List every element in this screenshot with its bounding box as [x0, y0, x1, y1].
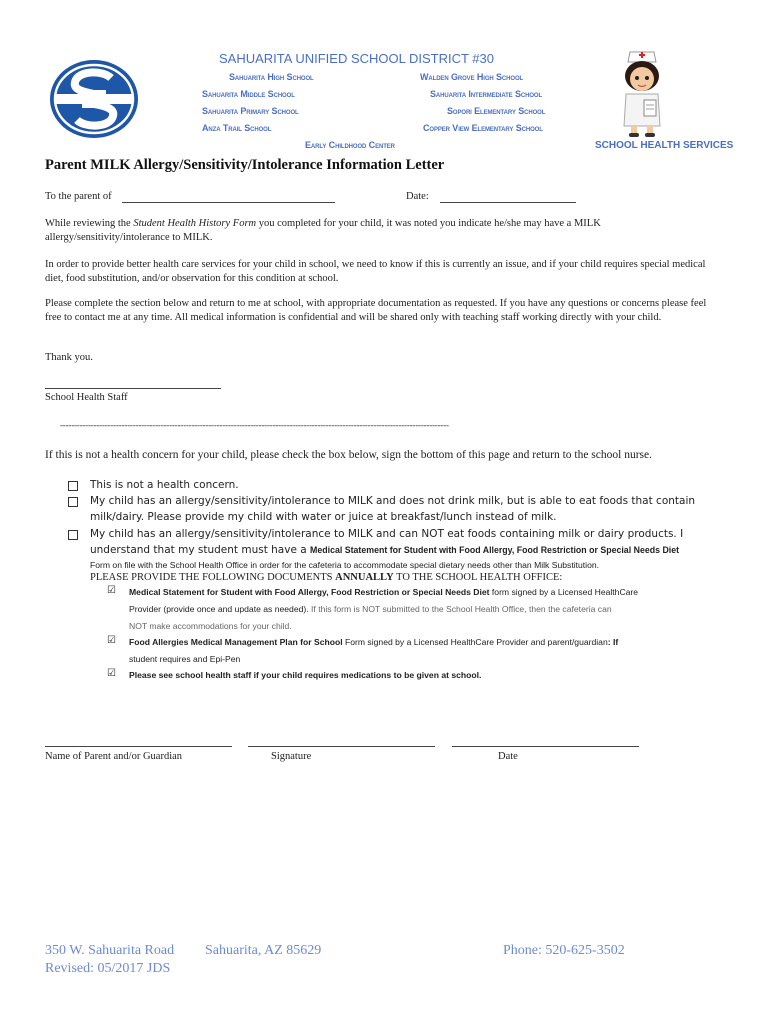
paragraph-3: Please complete the section below and return to me at school, with appropriate documentation as requested. If you have any questions or concerns please feel free to contact me at any time. All medical information is confidential and will be shared only with teaching staff working directly with your child.: [45, 298, 707, 323]
option-no-dairy-label-line2: understand that my student must have a Medical Statement for Student with Food Allergy, Food Restriction or Special Needs Diet: [90, 544, 680, 556]
footer-address: 350 W. Sahuarita Road: [45, 943, 175, 958]
doc2-line2: student requires and Epi-Pen: [129, 654, 241, 664]
option-no-milk-checkbox[interactable]: [68, 497, 78, 507]
date-signature-line[interactable]: [452, 746, 639, 747]
school-sahuarita-intermediate: Sahuarita Intermediate School: [430, 89, 543, 99]
option-no-dairy-checkbox[interactable]: [68, 530, 78, 540]
school-sopori: Sopori Elementary School: [447, 106, 546, 116]
school-early-childhood: Early Childhood Center: [305, 140, 395, 150]
option-no-milk-label-line1: My child has an allergy/sensitivity/intolerance to MILK and does not drink milk, but is able to eat foods that contain: [90, 495, 696, 507]
date-label: Date:: [406, 191, 429, 202]
paragraph-2: In order to provide better health care services for your child in school, we need to know if this is currently an issue, and if your child requires special medical diet, food substitution, and/or observation for this condition at school.: [45, 259, 706, 284]
thank-you: Thank you.: [45, 352, 93, 363]
page-title: Parent MILK Allergy/Sensitivity/Intolerance Information Letter: [45, 157, 445, 173]
school-health-services: SCHOOL HEALTH SERVICES: [595, 140, 734, 151]
district-logo: [48, 58, 140, 140]
provide-documents: PLEASE PROVIDE THE FOLLOWING DOCUMENTS ANNUALLY TO THE SCHOOL HEALTH OFFICE:: [90, 572, 563, 583]
school-sahuarita-middle: Sahuarita Middle School: [202, 89, 295, 99]
option-not-concern-label: This is not a health concern.: [90, 479, 239, 491]
option-not-concern-checkbox[interactable]: [68, 481, 78, 491]
doc3-check-icon: ☑: [107, 668, 116, 679]
doc1-line2: Provider (provide once and update as needed). If this form is NOT submitted to the School Health Office, then the cafeteria can: [129, 604, 612, 614]
doc2-check-icon: ☑: [107, 635, 116, 646]
to-parent-label: To the parent of: [45, 191, 112, 202]
staff-signature-line[interactable]: [45, 388, 221, 389]
school-sahuarita-primary: Sahuarita Primary School: [202, 106, 299, 116]
footer-city: Sahuarita, AZ 85629: [205, 943, 322, 958]
paragraph-1: While reviewing the Student Health History Form you completed for your child, it was noted you indicate he/she may have a MILK allergy/sensitivity/intolerance to MILK.: [45, 218, 601, 243]
parent-name-signature-line[interactable]: [45, 746, 232, 747]
nurse-illustration: [614, 50, 670, 138]
doc1-line3: NOT make accommodations for your child.: [129, 621, 292, 631]
doc3-line1: Please see school health staff if your child requires medications to be given at school.: [129, 670, 482, 680]
district-name: SAHUARITA UNIFIED SCHOOL DISTRICT #30: [219, 51, 494, 66]
doc1-check-icon: ☑: [107, 585, 116, 596]
signature-line[interactable]: [248, 746, 435, 747]
signature-label: Signature: [271, 751, 312, 762]
option-no-dairy-label-line1: My child has an allergy/sensitivity/intolerance to MILK and can NOT eat foods containing milk or dairy products. I: [90, 528, 684, 540]
staff-label: School Health Staff: [45, 392, 128, 403]
option-no-milk-label-line2: milk/dairy. Please provide my child with water or juice at breakfast/lunch instead of milk.: [90, 511, 557, 523]
school-walden-grove: Walden Grove High School: [420, 72, 524, 82]
instruction: If this is not a health concern for your child, please check the box below, sign the bottom of this page and return to the school nurse.: [45, 449, 652, 461]
parent-name-field[interactable]: [122, 202, 335, 203]
divider: -------------------------------------------------------------------------------------------------------------------------------------------: [60, 420, 449, 430]
form-name: Student Health History Form: [133, 218, 257, 229]
name-label: Name of Parent and/or Guardian: [45, 751, 183, 762]
doc2-line1: Food Allergies Medical Management Plan for School Form signed by a Licensed HealthCare Provider and parent/guardian: If: [129, 637, 619, 647]
school-sahuarita-high: Sahuarita High School: [229, 72, 314, 82]
medical-statement-name: Medical Statement for Student with Food Allergy, Food Restriction or Special Needs Diet: [310, 545, 680, 555]
signature-date-label: Date: [498, 751, 518, 762]
footer-revised: Revised: 05/2017 JDS: [45, 961, 171, 976]
footer-phone: Phone: 520-625-3502: [503, 943, 625, 958]
date-field[interactable]: [440, 202, 576, 203]
school-copper-view: Copper View Elementary School: [423, 123, 543, 133]
school-anza-trail: Anza Trail School: [202, 123, 272, 133]
option-no-dairy-label-line3: Form on file with the School Health Office in order for the cafeteria to accommodate special dietary needs other than Milk Substitution.: [90, 560, 600, 570]
doc1-line1: Medical Statement for Student with Food Allergy, Food Restriction or Special Needs Diet form signed by a Licensed HealthCare: [129, 587, 639, 597]
